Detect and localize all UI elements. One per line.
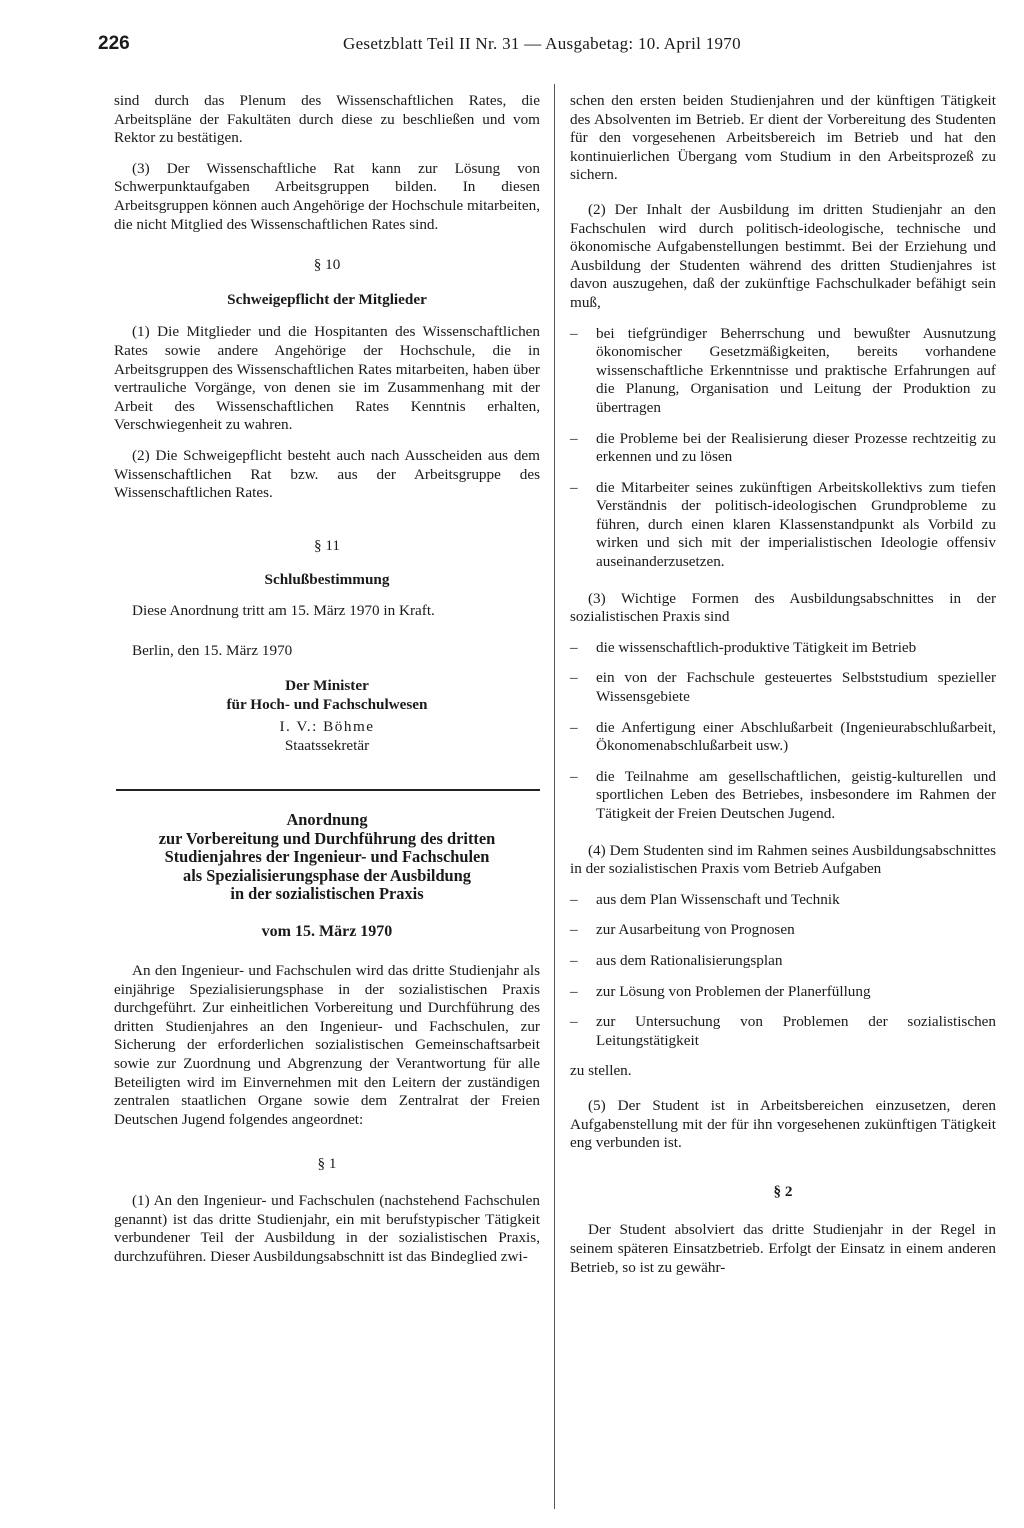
section-1-paragraph-4-end: zu stellen. [570, 1062, 632, 1080]
list-item: – aus dem Plan Wissenschaft und Technik [570, 890, 840, 908]
ordinance-date: vom 15. März 1970 [261, 923, 393, 941]
list-item: – zur Lösung von Problemen der Planerfüllung [570, 982, 871, 1000]
list-item: – aus dem Rationalisierungsplan [570, 951, 783, 969]
signature-title-line-1: Der Minister [285, 677, 369, 695]
signature-place-date: Berlin, den 15. März 1970 [132, 642, 293, 660]
ordinance-title-line-3: Studienjahres der Ingenieur- und Fachschulen [164, 847, 490, 867]
section-10-paragraph-1: (1) Die Mitglieder und die Hospitanten des Wissenschaftlichen Rates sowie andere Angehörige der Hochschule, die in Arbeitsgruppen des Wissenschaftlichen Rates mitarbeiten, haben über vertrauliche Vorgänge, von denen sie im Zusammenhang mit der Arbeit des Wissenschaftlichen Rates Kenntnis erhalten, Verschwiegenheit zu wahren. [114, 323, 540, 434]
section-separator-rule [116, 789, 540, 791]
list-item: – bei tiefgründiger Beherrschung und bewußter Ausnutzung ökonomischer Gesetzmäßigkeiten, bereits vorhandene wissenschaftliche Erkenntnisse und praktische Erfahrungen auf die Planung, Organisation und Leitung der Produktion zu übertragen [570, 324, 996, 416]
section-1-paragraph-1: (1) An den Ingenieur- und Fachschulen (nachstehend Fachschulen genannt) ist das dritte Studienjahr, ein mit berufstypischer Tätigkeit verbundener Teil der Ausbildung in der sozialistischen Praxis, durchzuführen. Dieser Ausbildungsabschnitt ist das Bindeglied zwi- [114, 1192, 540, 1265]
signature-signer: I. V.: Böhme [279, 718, 375, 736]
signature-title-line-2: für Hoch- und Fachschulwesen [226, 695, 428, 713]
section-1-paragraph-5: (5) Der Student ist in Arbeitsbereichen einzusetzen, deren Aufgabenstellung mit der für ihn vorgesehenen zukünftigen Tätigkeit eng verbunden ist. [570, 1096, 996, 1152]
list-dash: – [570, 890, 578, 908]
section-10-title: Schweigepflicht der Mitglieder [227, 290, 427, 308]
ordinance-title-line-5: in der sozialistischen Praxis [230, 884, 424, 904]
section-1-sign: § 1 [317, 1155, 337, 1173]
ordinance-title [114, 811, 540, 903]
section-2-paragraph-1: Der Student absolviert das dritte Studienjahr in der Regel in seinem späteren Einsatzbetrieb. Erfolgt der Einsatz in einem anderen Betrieb, so ist zu gewähr- [570, 1221, 996, 1276]
section-1-paragraph-2: (2) Der Inhalt der Ausbildung im dritten Studienjahr an den Fachschulen wird durch politisch-ideologische, technische und ökonomische Aufgabenstellungen bestimmt. Bei der Erziehung und Ausbildung der Studenten während des dritten Studienjahres ist davon auszugehen, daß der zukünftige Fachschulkader befähigt sein muß, [570, 200, 996, 311]
list-training-forms [570, 639, 996, 824]
ordinance-preamble: An den Ingenieur- und Fachschulen wird das dritte Studienjahr als einjährige Spezialisierungsphase in der sozialistischen Praxis durchgeführt. Zur einheitlichen Vorbereitung und Durchführung des dritten Studienjahres an den Ingenieur- und Fachschulen, zur Sicherung der erforderlichen sozialistischen Gemeinschaftsarbeit sowie zur Zuordnung und Abgrenzung der Verantwortung für alle Beteiligten wird im Einvernehmen mit den Leitern der zuständigen zentralen staatlichen Organe sowie dem Zentralrat der Freien Deutschen Jugend folgendes angeordnet: [114, 962, 540, 1128]
section-11-sign: § 11 [313, 536, 340, 554]
page-header [98, 33, 998, 63]
list-item: – zur Untersuchung von Problemen der sozialistischen Leitungstätigkeit [570, 1013, 996, 1049]
list-dash: – [570, 638, 578, 656]
list-dash: – [570, 718, 578, 736]
list-dash: – [570, 921, 578, 939]
list-dash: – [570, 951, 578, 969]
running-head: Gesetzblatt Teil II Nr. 31 — Ausgabetag: 10. April 1970 [343, 34, 741, 53]
section-10-sign: § 10 [313, 256, 341, 274]
list-qualifications [570, 325, 996, 572]
list-item: – zur Ausarbeitung von Prognosen [570, 921, 795, 939]
section-2-sign: § 2 [773, 1182, 793, 1200]
list-dash: – [570, 478, 578, 496]
ordinance-title-line-2: zur Vorbereitung und Durchführung des dritten [158, 828, 496, 848]
right-column [570, 92, 996, 1277]
list-dash: – [570, 669, 578, 687]
section-10-paragraph-2: (2) Die Schweigepflicht besteht auch nach Ausscheiden aus dem Wissenschaftlichen Rat bzw. aus der Arbeitsgruppe des Wissenschaftlichen Rates. [114, 446, 540, 502]
ordinance-title-line-4: als Spezialisierungsphase der Ausbildung [183, 865, 471, 885]
section-11-title: Schlußbestimmung [264, 571, 390, 589]
list-item: – ein von der Fachschule gesteuertes Selbststudium spezieller Wissensgebiete [570, 669, 996, 706]
list-item: – die Probleme bei der Realisierung dieser Prozesse rechtzeitig zu erkennen und zu lösen [570, 429, 996, 466]
section-11-paragraph-1: Diese Anordnung tritt am 15. März 1970 in Kraft. [132, 601, 435, 619]
left-column [114, 92, 540, 1266]
list-dash: – [570, 429, 578, 447]
list-assignments [570, 891, 996, 1051]
list-dash: – [570, 1013, 578, 1031]
section-1-paragraph-1-continued: schen den ersten beiden Studienjahren und der künftigen Tätigkeit des Absolventen im Betrieb. Er dient der Vorbereitung des Studenten für den vorgesehenen Arbeitsbereich im Betrieb und hat den kontinuierlichen Übergang vom Studium in den Arbeitsprozeß zu sichern. [570, 92, 996, 184]
signature-signer-role: Staatssekretär [284, 736, 370, 754]
list-item: – die wissenschaftlich-produktive Tätigkeit im Betrieb [570, 638, 917, 656]
column-divider [554, 84, 555, 1509]
page-number: 226 [98, 33, 130, 54]
list-item: – die Mitarbeiter seines zukünftigen Arbeitskollektivs zum tiefen Verständnis der politisch-ideologischen Grundprobleme zu führen, durch einen klaren Klassenstandpunkt als Vorbild zu wirken und sich mit der imperialistischen Ideologie offensiv auseinanderzusetzen. [570, 478, 996, 571]
paragraph-9-3: (3) Der Wissenschaftliche Rat kann zur Lösung von Schwerpunktaufgaben Arbeitsgruppen bilden. In diesen Arbeitsgruppen können auch Angehörige der Hochschule mitarbeiten, die nicht Mitglied des Wissenschaftlichen Rates sind. [114, 159, 540, 233]
list-item: – die Anfertigung einer Abschlußarbeit (Ingenieurabschlußarbeit, Ökonomenabschlußarbeit usw.) [570, 718, 996, 755]
list-dash: – [570, 324, 578, 342]
ordinance-title-line-1: Anordnung [286, 810, 368, 830]
list-item: – die Teilnahme am gesellschaftlichen, geistig-kulturellen und sportlichen Leben des Betriebes, insbesondere im Rahmen der Tätigkeit der Freien Deutschen Jugend. [570, 767, 996, 822]
section-1-paragraph-3: (3) Wichtige Formen des Ausbildungsabschnittes in der sozialistischen Praxis sind [570, 589, 996, 626]
section-1-paragraph-4: (4) Dem Studenten sind im Rahmen seines Ausbildungsabschnittes in der sozialistischen Praxis vom Betrieb Aufgaben [570, 841, 996, 878]
continuation-paragraph: sind durch das Plenum des Wissenschaftlichen Rates, die Arbeitspläne der Fakultäten durch diese zu beschließen und vom Rektor zu bestätigen. [114, 92, 540, 147]
list-dash: – [570, 982, 578, 1000]
list-dash: – [570, 767, 578, 785]
